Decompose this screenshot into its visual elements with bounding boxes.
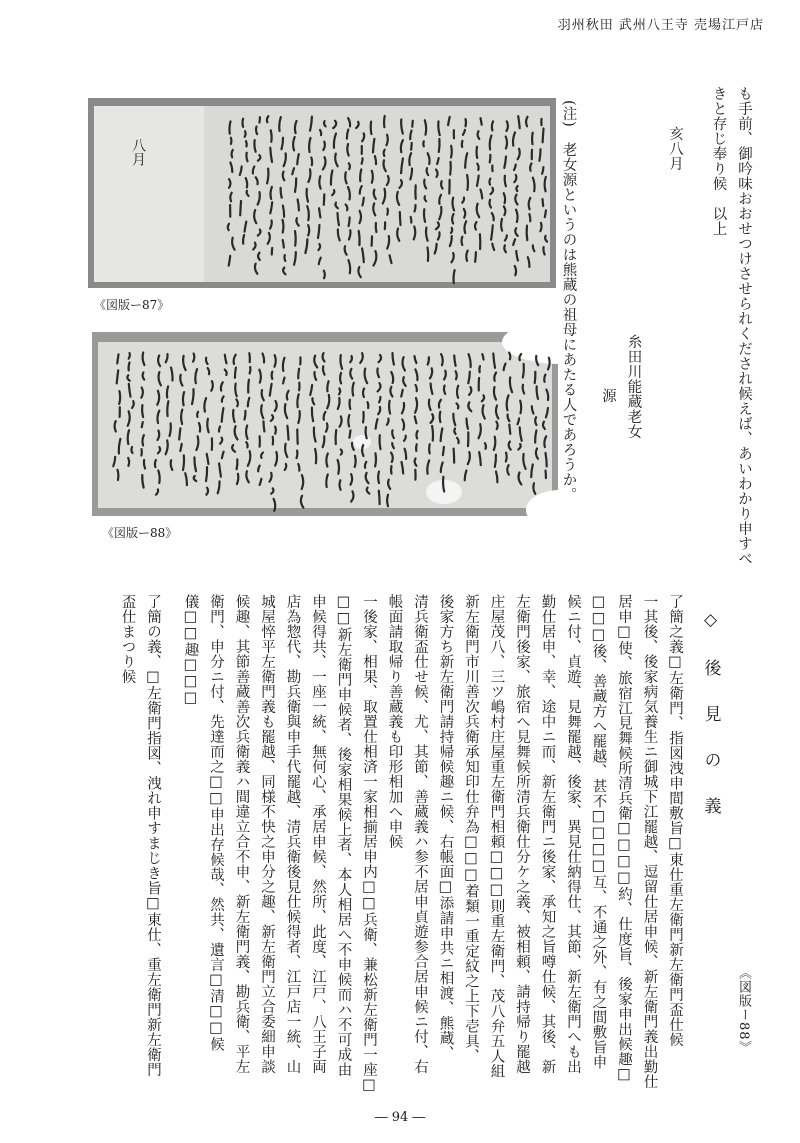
brush-stroke [509,425,510,434]
top-text-block [555,86,756,566]
brush-stroke [535,372,536,383]
brush-stroke [179,428,180,439]
section-line: 了簡之義□左衛門、指図洩申間敷旨□東仕重左衛門新左衛門盃仕候 [667,594,683,1047]
section-line: 後家方ち新左衛門請持帰候趣ニ候、右帳面□添請申共ニ相渡、熊蔵、 [437,594,454,1061]
section-line: 城屋悴平左衛門義も罷越、同様不快之申分之趣、新左衛門立合委細申談 [259,594,275,1074]
brush-stroke [246,442,247,447]
section-line: 一其後、後家病気養生ニ御城下江罷越、逗留仕居申候、新左衛門義出勤仕 [641,594,658,1089]
brush-stroke [389,401,390,414]
brush-stroke [412,121,413,127]
brush-stroke [297,394,298,407]
brush-stroke [275,427,276,434]
brush-stroke [281,188,282,198]
brush-stroke [485,443,486,449]
brush-stroke [349,163,350,169]
brush-stroke [271,130,272,142]
brush-stroke [360,169,361,181]
section-line: □□新左衛門申候者、後家相果候上者、本人相居へ不申候而ハ不可成由 [335,594,352,1077]
brush-stroke [155,460,156,467]
brush-stroke [535,430,536,442]
brush-stroke [411,217,412,223]
brush-stroke [235,368,236,378]
brush-stroke [443,477,444,492]
section-line: 勤仕居申、幸、途中ニ而、新左衛門ニ後家、承知之旨噂仕候、其後、新 [539,594,556,1074]
brush-stroke [243,235,244,244]
manuscript-image-88 [92,332,558,516]
brush-stroke [477,164,478,170]
section-line: 帳面請取帰り善蔵義も印形相加へ申候 [386,594,403,849]
section-line: 店為惣代、勘兵衛與申手代罷越、清兵衛後見仕候得者、江戸店一統、山 [284,594,301,1074]
brush-stroke [454,429,455,435]
brush-stroke [267,169,268,184]
section-lines [114,594,687,1094]
brush-stroke [475,252,476,262]
section-side-caption: 《図版ー88》 [736,966,751,1055]
brush-stroke [339,480,340,490]
brush-stroke [366,427,367,438]
brush-stroke [368,402,369,408]
brush-stroke [298,369,299,379]
brush-stroke [199,423,200,432]
brush-stroke [228,224,229,230]
manuscript-image-87 [88,98,556,288]
brush-stroke [272,372,273,379]
brush-stroke [450,162,451,175]
brush-stroke [482,354,483,359]
brush-stroke [319,208,320,217]
brush-stroke [545,177,546,191]
brush-stroke [523,364,524,378]
brush-stroke [466,119,467,126]
brush-stroke [144,460,145,469]
brush-stroke [371,122,372,135]
brush-stroke [259,117,260,122]
brush-stroke [387,135,388,146]
brush-stroke [479,366,480,372]
top-text-line-2: きと存じ奉り候 以上 [710,86,727,236]
brush-stroke [527,226,528,241]
figure-88-caption: 《図版ー88》 [102,526,178,540]
brush-stroke [117,354,118,363]
brush-stroke [481,118,482,125]
brush-stroke [546,453,547,467]
brush-stroke [298,200,299,211]
signature-name: 糸田川能蔵老女 [625,333,642,439]
brush-stroke [439,139,440,152]
brush-stroke [429,444,430,453]
brush-stroke [308,225,309,235]
brush-stroke [246,153,247,162]
section-heading: ◇ 後 見 の 義 [700,610,721,820]
brush-stroke [327,381,328,391]
brush-stroke [432,426,433,441]
brush-stroke [287,426,288,440]
brush-stroke [516,186,517,191]
brush-stroke [509,353,510,360]
brush-stroke [170,423,171,436]
brush-stroke [128,458,129,466]
brush-stroke [320,130,321,135]
letter-date: 亥八月 [667,126,683,171]
brush-stroke [245,411,246,420]
brush-stroke [231,138,232,144]
brush-stroke [295,178,296,192]
brush-stroke [375,156,376,164]
section-line: 衛門、申分ニ付、先達而之□□申出存候哉、然共、遺言□清□□候 [208,594,224,1052]
brush-stroke [311,158,312,166]
brush-stroke [197,412,198,417]
brush-stroke [129,353,130,359]
brush-stroke [183,392,184,405]
brush-stroke [250,367,251,374]
section-line: 盃仕まつり候 [119,594,136,684]
brush-stroke [131,447,132,453]
editor-note: (注) 老女源というのは熊蔵の祖母にあたる人であろうか。 [560,100,577,503]
brush-stroke [401,390,403,397]
brush-stroke [543,199,544,206]
brush-stroke [193,354,194,362]
brush-stroke [309,138,310,152]
brush-stroke [232,150,233,157]
brush-stroke [451,146,452,158]
section-line: 庄屋茂八、三ツ嶋村庄屋重左衛門相頼□□□則重左衛門、茂八弁五人組 [488,594,505,1079]
brush-stroke [142,422,143,427]
brush-stroke [411,143,412,150]
brush-stroke [256,127,257,135]
brush-stroke [444,386,445,394]
brush-stroke [477,147,478,158]
brush-stroke [529,214,530,221]
brush-stroke [128,430,129,444]
brush-stroke [489,179,490,185]
brush-stroke [249,353,250,362]
section-line: □□□後、善蔵方へ罷越、甚不□□□□互、不通之外、有之間敷旨申 [590,594,607,1070]
brush-stroke [535,417,536,425]
brush-stroke [324,194,325,205]
brush-stroke [362,158,363,164]
brush-stroke [350,400,351,409]
brush-stroke [181,410,182,424]
brush-stroke [400,212,401,225]
brush-stroke [496,422,497,430]
section-line: 候趣、其節善蔵善次兵衛義ハ間違立合不申、新左衛門義、勘兵衛、平左 [233,594,250,1074]
brush-stroke [456,371,457,379]
brush-stroke [428,357,429,364]
brush-stroke [543,129,544,143]
brush-stroke [297,451,298,459]
brush-stroke [219,427,220,432]
brush-stroke [454,449,455,463]
brush-stroke [348,415,349,426]
brush-stroke [283,220,284,233]
section-line: 申候得共、一座一統、無何心、承居申候、然所、此度、江戸、八王子両 [310,594,326,1074]
brush-stroke [501,219,502,231]
brush-stroke [237,459,238,469]
brush-stroke [415,205,416,212]
brush-stroke [245,131,246,137]
figure-87-caption: 《図版ー87》 [94,298,170,312]
brush-stroke [229,121,230,133]
brush-stroke [372,171,373,183]
brush-stroke [505,176,506,187]
brush-stroke [315,449,316,463]
section-line: 新左衛門市川善次兵衛承知印仕弁為□□□着類一重定紋之上下壱具、 [463,594,479,1064]
brush-stroke [443,447,444,455]
brush-stroke [543,247,544,254]
brush-stroke [355,456,356,467]
brush-stroke [454,270,455,283]
brush-stroke [363,389,364,398]
brush-stroke [167,386,168,397]
brush-stroke [158,471,159,484]
section-line [165,594,177,1074]
brush-stroke [544,375,545,382]
manuscript-photo-88 [92,332,558,516]
section-line: 清兵衛盃仕せ候、尤、其節、善蔵義ハ参不居申貞遊参合居申候ニ付、右 [412,594,428,1074]
brush-stroke [183,455,184,470]
brush-stroke [349,217,350,226]
brush-stroke [295,231,296,246]
brush-stroke [336,430,337,444]
brush-stroke [319,176,320,188]
brush-stroke [359,231,360,245]
brush-stroke [542,167,543,174]
brush-stroke [115,421,116,431]
brush-stroke [284,255,285,261]
manuscript-photo-87 [88,98,556,288]
brush-stroke [118,470,119,480]
section-line: 一後家、相果、取置仕相済一家相揃居申内□□兵衛、兼松新左衛門一座□ [361,594,377,1094]
brush-stroke [298,464,299,471]
brush-stroke [457,386,458,398]
running-header: 羽州秋田 武州八王寺 売場江戸店 [557,18,764,33]
brush-stroke [492,121,493,130]
brush-stroke [254,140,255,152]
brush-stroke [379,397,380,403]
brush-stroke [363,412,364,423]
signature-seal: 源 [600,387,616,403]
brush-stroke [539,149,540,161]
brush-stroke [490,155,491,163]
brush-stroke [387,209,388,215]
brush-stroke [363,198,364,206]
brush-stroke [545,210,546,217]
section-line: 候ニ付、貞遊、見舞罷越、後家、異見仕納得仕、其節、新左衛門へも出 [565,594,581,1074]
brush-stroke [424,209,425,222]
brush-stroke [451,228,452,233]
brush-stroke [349,430,350,437]
brush-stroke [520,401,521,414]
brush-stroke [117,370,119,383]
brush-stroke [119,391,120,404]
brush-stroke [340,373,341,384]
brush-stroke [384,116,385,127]
brush-stroke [324,271,325,279]
brush-stroke [378,472,379,484]
brush-stroke [423,141,424,146]
section-line: 儀□□趣□□□ [182,594,199,707]
brush-stroke [275,355,276,367]
brush-stroke [467,175,468,190]
brush-stroke [312,408,313,422]
brush-stroke [540,223,541,231]
brush-stroke [352,383,353,396]
brush-stroke [142,405,143,417]
brush-stroke [248,380,249,393]
top-text-line-1: も手前、御吟味おおせつけさせられくだされ候えば、あいわかり申すべ [736,86,752,566]
brush-stroke [264,421,265,431]
brush-stroke [416,431,417,439]
brush-stroke [532,133,533,145]
signature-block [595,226,646,546]
brush-stroke [462,237,463,245]
brush-stroke [283,240,284,248]
brush-stroke [283,378,284,384]
brush-stroke [375,453,376,466]
brush-stroke [283,206,284,217]
brush-stroke [379,491,380,504]
brush-stroke [180,444,181,451]
main-text-block [114,594,756,1094]
brush-stroke [246,141,247,146]
brush-stroke [243,119,244,127]
brush-stroke [462,141,463,147]
brush-stroke [495,455,496,467]
brush-stroke [206,467,207,481]
brush-stroke [506,453,507,462]
brush-stroke [339,388,340,394]
brush-stroke [428,248,429,261]
figure-87-side-label: 八月 [130,138,146,166]
brush-stroke [440,412,441,422]
brush-stroke [240,201,241,215]
brush-stroke [387,495,388,507]
section-line: 了簡の義、□左衛門指図、洩れ申すまじき旨□東仕、重左衛門新左衛門 [145,594,161,1077]
brush-stroke [384,150,385,156]
brush-stroke [167,401,168,416]
brush-stroke [207,419,208,432]
section-line: 居申□使、旅宿江見舞候所清兵衛□□□□約、仕度旨、後家申出候趣□ [616,594,632,1083]
brush-stroke [376,223,377,232]
brush-stroke [454,356,455,366]
brush-stroke [380,435,381,449]
brush-stroke [129,362,130,370]
section-line: 左衛門後家、旅宿へ見舞候所清兵衛仕分ケ之義、被相頼、請持帰り罷越 [514,594,530,1074]
page-number: ― 94 ― [374,1110,426,1125]
brush-stroke [416,444,417,451]
